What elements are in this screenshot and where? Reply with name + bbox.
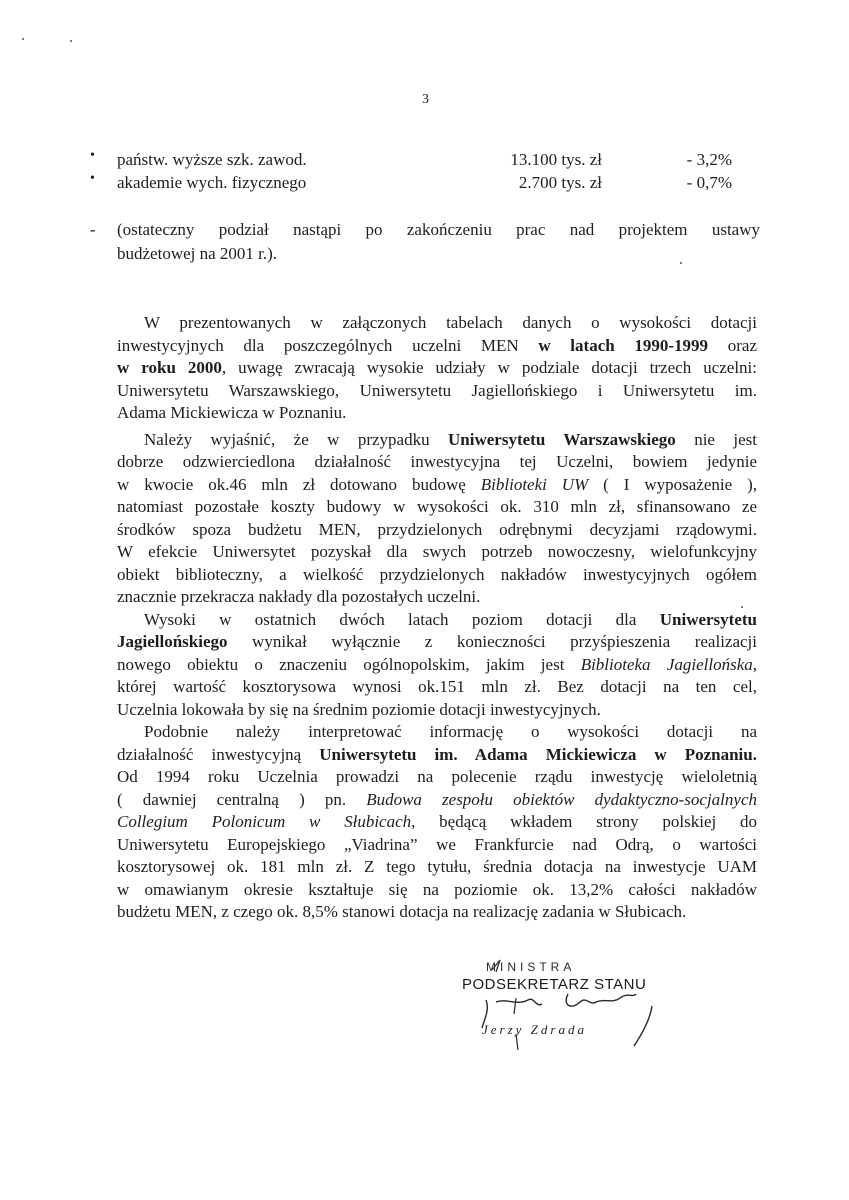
- text-line: [117, 789, 757, 812]
- text-span: ,: [752, 654, 757, 674]
- text-span: nowego obiektu o znaczeniu ogólnopolskim, jakim jest: [117, 654, 581, 674]
- italic-span: Biblioteki UW: [480, 474, 589, 494]
- paragraph-1: [117, 312, 757, 425]
- scan-speck: [22, 38, 24, 40]
- italic-span: Budowa zespołu obiektów dydaktyczno-socjalnych: [366, 789, 757, 809]
- bullet-icon: •: [90, 148, 95, 163]
- text-span: ( dawniej centralną ) pn.: [117, 789, 367, 809]
- text-line: [117, 357, 757, 380]
- text-line: Uniwersytetu Warszawskiego, Uniwersytetu Jagiellońskiego i Uniwersytetu im.: [117, 380, 757, 400]
- note-dash: -: [90, 220, 96, 239]
- paragraph-3: [117, 609, 757, 722]
- text-line: Uniwersytetu Europejskiego „Viadrina” we Frankfurcie nad Odrą, o wartości: [117, 834, 757, 854]
- text-line: Od 1994 roku Uczelnia prowadzi na polecenie rządu inwestycję wieloletnią: [117, 767, 757, 786]
- paragraph-4: [117, 721, 757, 924]
- text-line: której wartość kosztorysowa wynosi ok.151 mln zł. Bez dotacji na ten cel,: [117, 677, 757, 696]
- text-line: [117, 631, 757, 654]
- scan-speck: [70, 40, 72, 42]
- text-line: natomiast pozostałe koszty budowy w wysokości ok. 310 mln zł, sfinansowano ze: [117, 497, 757, 516]
- text-line: kosztorysowej ok. 181 mln zł. Z tego tytułu, średnia dotacja na inwestycje UAM: [117, 857, 757, 876]
- bullet-amount: 2.700 tys. zł: [518, 173, 602, 192]
- text-line: Adama Mickiewicza w Poznaniu.: [117, 403, 347, 422]
- bold-span: w latach 1990-1999: [538, 335, 709, 355]
- bold-span: w roku 2000: [117, 358, 222, 377]
- bullet-icon: •: [90, 171, 95, 186]
- text-line: [117, 654, 757, 677]
- text-line: Uczelnia lokowała by się na średnim poziomie dotacji inwestycyjnych.: [117, 699, 601, 719]
- text-span: , uwagę zwracają wysokie udziały w podziale dotacji trzech uczelni:: [221, 358, 757, 377]
- handwritten-signature-icon: [456, 958, 666, 1053]
- bold-span: Uniwersytetu: [659, 609, 757, 629]
- bullet-percent: - 3,2%: [686, 150, 732, 169]
- paragraph-2: [117, 429, 757, 609]
- stamp-position: PODSEKRETARZ STANU: [462, 976, 647, 993]
- bullet-amount: 13.100 tys. zł: [510, 150, 602, 169]
- bold-span: Jagiellońskiego: [117, 632, 228, 651]
- bold-span: Uniwersytetu Warszawskiego: [448, 429, 676, 449]
- text-line: Podobnie należy interpretować informację o wysokości dotacji na: [144, 722, 757, 741]
- page-number: 3: [422, 92, 429, 107]
- text-line: w omawianym okresie kształtuje się na poziomie ok. 13,2% całości nakładów: [117, 879, 757, 899]
- text-span: nie jest: [675, 429, 757, 449]
- italic-span: Biblioteka Jagiellońska: [580, 654, 753, 674]
- text-line: [117, 429, 757, 452]
- text-span: inwestycyjnych dla poszczególnych uczelni MEN: [117, 335, 539, 355]
- list-item: [90, 150, 750, 172]
- text-span: wynikał wyłącznie z konieczności przyśpieszenia realizacji: [227, 632, 757, 651]
- bullet-label: akademie wych. fizycznego: [117, 173, 307, 192]
- text-line: [117, 474, 757, 497]
- document-body: [117, 312, 757, 924]
- text-span: oraz: [708, 335, 757, 355]
- stamp-title: MINISTRA: [486, 960, 576, 974]
- text-span: działalność inwestycyjną: [117, 744, 320, 764]
- italic-span: Collegium Polonicum w Słubicach: [117, 812, 412, 831]
- signature-stamp: [456, 958, 666, 1053]
- text-line: dobrze odzwierciedlona działalność inwestycyjna tej Uczelni, bowiem jedynie: [117, 452, 757, 471]
- text-line: środków spoza budżetu MEN, przydzielonych odrębnymi decyzjami rządowymi.: [117, 519, 757, 539]
- note-line: (ostateczny podział nastąpi po zakończeniu prac nad projektem ustawy: [117, 220, 760, 239]
- text-line: [117, 335, 757, 358]
- text-span: Wysoki w ostatnich dwóch latach poziom dotacji dla: [144, 609, 660, 629]
- text-line: [117, 811, 757, 834]
- text-line: [117, 744, 757, 767]
- text-line: budżetu MEN, z czego ok. 8,5% stanowi dotacja na realizację zadania w Słubicach.: [117, 902, 687, 921]
- text-line: W efekcie Uniwersytet pozyskał dla swych potrzeb nowoczesny, wielofunkcyjny: [117, 542, 757, 561]
- bullet-label: państw. wyższe szk. zawod.: [117, 150, 307, 169]
- text-line: [117, 609, 757, 632]
- bold-span: Uniwersytetu im. Adama Mickiewicza w Poznaniu.: [319, 744, 757, 764]
- bullet-percent: - 0,7%: [686, 173, 732, 192]
- text-span: ( I wyposażenie ),: [588, 474, 758, 494]
- text-span: w kwocie ok.46 mln zł dotowano budowę: [117, 474, 481, 494]
- text-span: , będącą wkładem strony polskiej do: [411, 812, 758, 831]
- text-line: W prezentowanych w załączonych tabelach danych o wysokości dotacji: [144, 313, 757, 332]
- note-line: budżetowej na 2001 r.).: [117, 244, 278, 263]
- stamp-name: Jerzy Zdrada: [482, 1022, 587, 1037]
- text-line: znacznie przekracza nakłady dla pozostałych uczelni.: [117, 587, 481, 606]
- text-line: obiekt biblioteczny, a wielkość przydzielonych nakładów inwestycyjnych ogółem: [117, 564, 757, 584]
- list-item: [90, 173, 750, 195]
- text-span: Należy wyjaśnić, że w przypadku: [144, 429, 449, 449]
